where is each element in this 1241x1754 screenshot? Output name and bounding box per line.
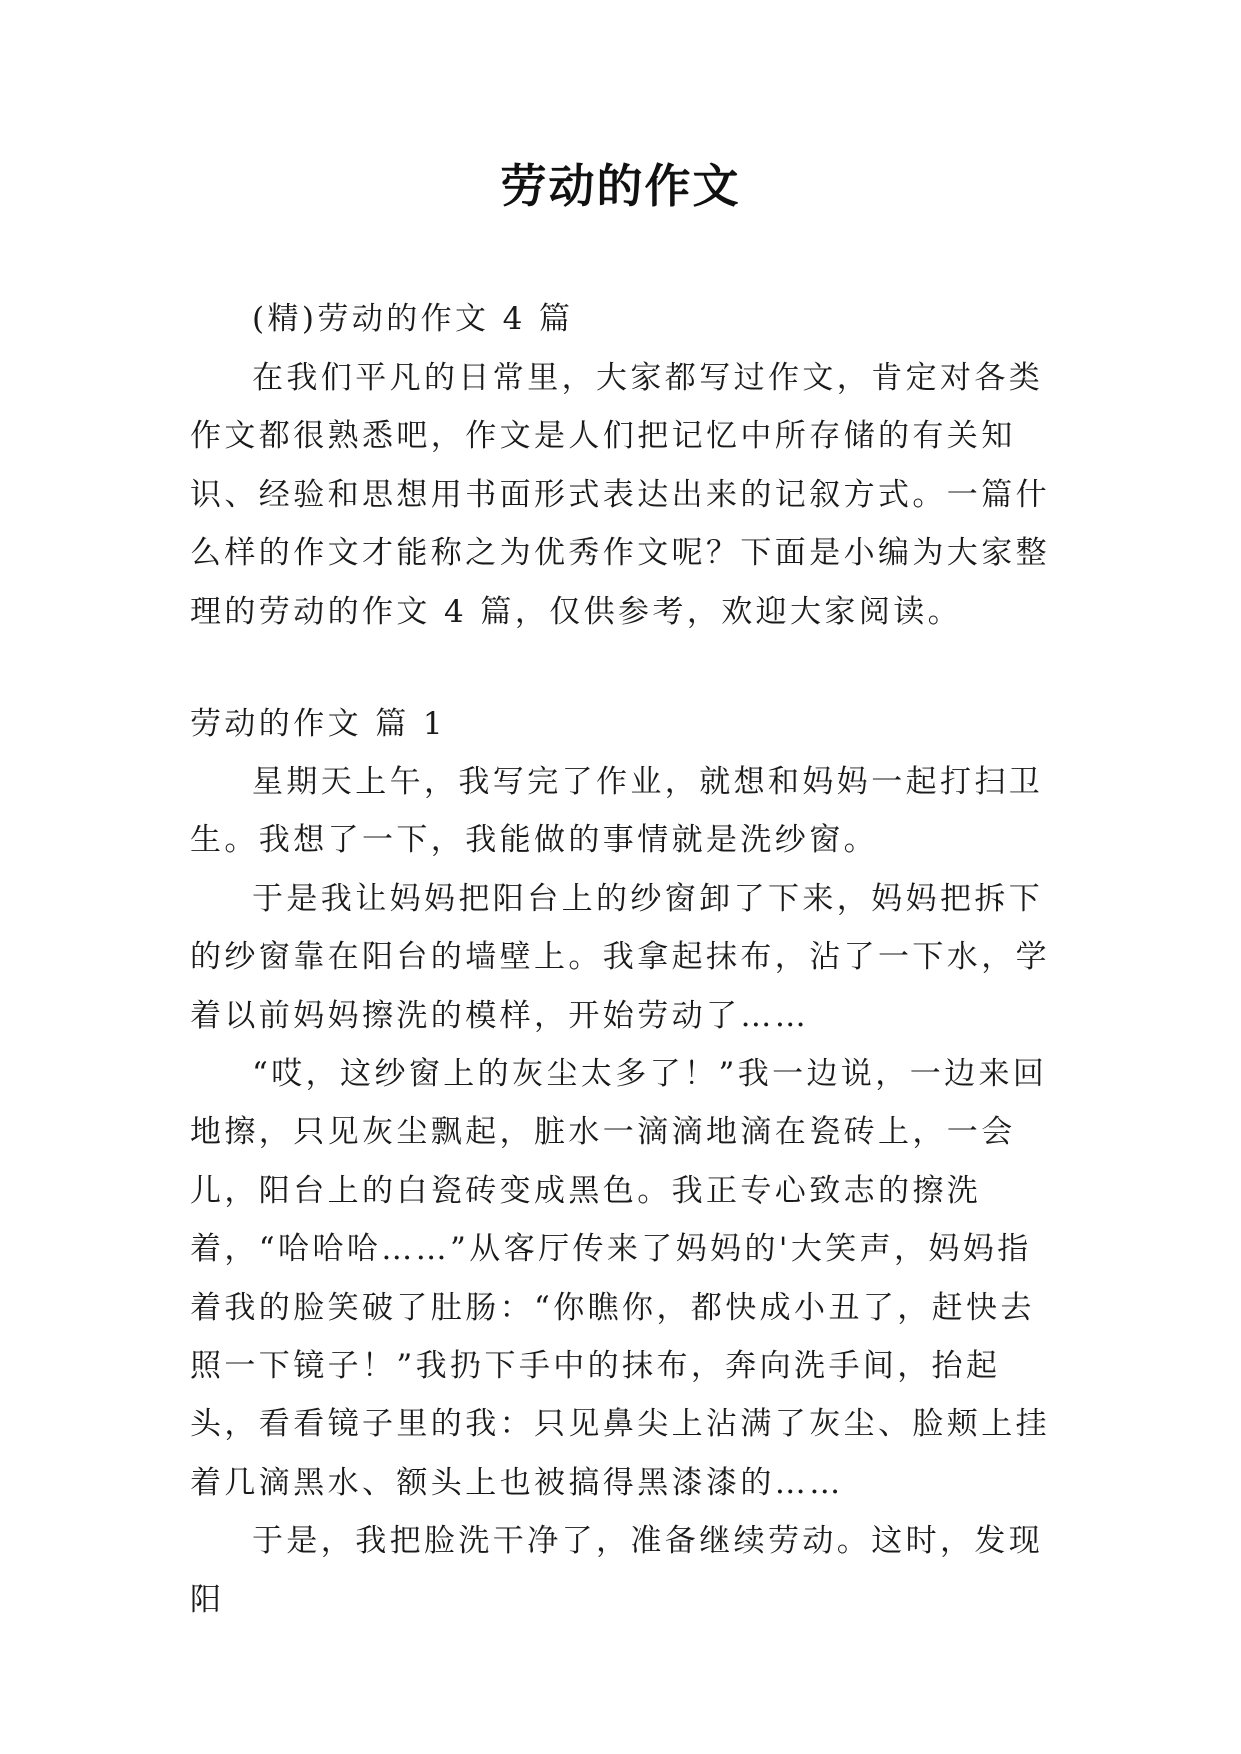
section-heading: 劳动的作文 篇 1 <box>190 706 447 742</box>
article-body <box>190 753 1058 1629</box>
article-paragraph: “哎，这纱窗上的灰尘太多了！”我一边说，一边来回地擦，只见灰尘飘起，脏水一滴滴地滴在瓷砖上，一会儿，阳台上的白瓷砖变成黑色。我正专心致志的擦洗着，“哈哈哈……”从客厅传来了妈妈的'大笑声，妈妈指着我的脸笑破了肚肠：“你瞧你，都快成小丑了，赶快去照一下镜子！”我扔下手中的抹布，奔向洗手间，抬起头，看看镜子里的我：只见鼻尖上沾满了灰尘、脸颊上挂着几滴黑水、额头上也被搞得黑漆漆的…… <box>190 1056 1050 1501</box>
intro-paragraph: 在我们平凡的日常里，大家都写过作文，肯定对各类作文都很熟悉吧，作文是人们把记忆中所存储的有关知识、经验和思想用书面形式表达出来的记叙方式。一篇什么样的作文才能称之为优秀作文呢？下面是小编为大家整理的劳动的作文 4 篇，仅供参考，欢迎大家阅读。 <box>190 360 1050 630</box>
article-paragraph: 于是我让妈妈把阳台上的纱窗卸了下来，妈妈把拆下的纱窗靠在阳台的墙壁上。我拿起抹布，沾了一下水，学着以前妈妈擦洗的模样，开始劳动了…… <box>190 880 1050 1034</box>
intro-block <box>190 349 1058 641</box>
document-subtitle <box>190 290 1058 348</box>
subtitle-text: (精)劳动的作文 4 篇 <box>252 301 574 337</box>
article-paragraph: 于是，我把脸洗干净了，准备继续劳动。这时，发现阳 <box>190 1523 1044 1618</box>
article-paragraph: 星期天上午，我写完了作业，就想和妈妈一起打扫卫生。我想了一下，我能做的事情就是洗纱窗。 <box>190 764 1044 859</box>
document-title: 劳动的作文 <box>500 159 741 213</box>
